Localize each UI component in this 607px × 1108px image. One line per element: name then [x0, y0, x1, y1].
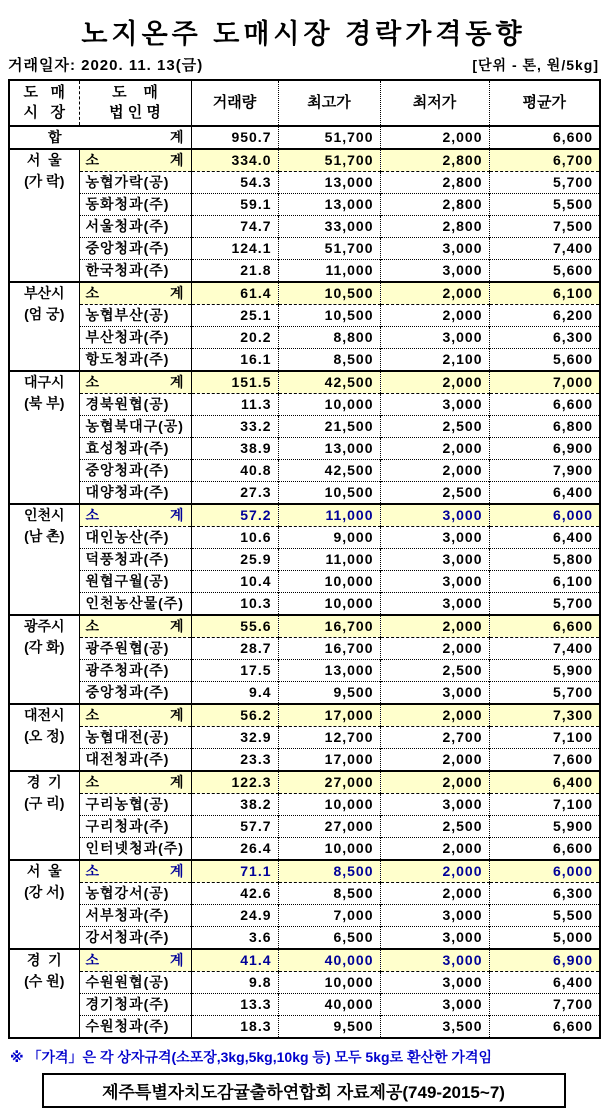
row-avg: 6,600 — [489, 838, 600, 861]
row-volume: 9.8 — [191, 972, 278, 994]
row-low: 2,000 — [380, 460, 489, 482]
corporation-row — [9, 838, 600, 861]
subtotal-avg: 6,100 — [489, 282, 600, 305]
subtotal-volume: 61.4 — [191, 282, 278, 305]
subtotal-row — [9, 615, 600, 638]
header-volume: 거래량 — [191, 80, 278, 126]
row-avg: 7,900 — [489, 460, 600, 482]
subtotal-row — [9, 504, 600, 527]
corporation-name: 서울청과(주) — [79, 216, 191, 238]
corporation-name: 효성청과(주) — [79, 438, 191, 460]
corporation-name: 구리청과(주) — [79, 816, 191, 838]
row-volume: 23.3 — [191, 749, 278, 772]
row-volume: 59.1 — [191, 194, 278, 216]
corporation-name: 농협부산(공) — [79, 305, 191, 327]
subtotal-label: 소 계 — [79, 371, 191, 394]
row-low: 3,000 — [380, 571, 489, 593]
row-avg: 6,400 — [552, 529, 593, 545]
corporation-row — [9, 1016, 600, 1039]
meta-row — [8, 54, 599, 75]
subtotal-volume: 122.3 — [191, 771, 278, 794]
row-high: 11,000 — [278, 260, 380, 283]
row-low: 2,800 — [380, 194, 489, 216]
row-avg: 6,900 — [489, 438, 600, 460]
row-volume: 13.3 — [191, 994, 278, 1016]
corporation-name: 광주원협(공) — [79, 638, 191, 660]
header-avg: 평균가 — [489, 80, 600, 126]
corporation-row — [9, 905, 600, 927]
row-high: 33,000 — [278, 216, 380, 238]
row-low: 2,000 — [380, 749, 489, 772]
subtotal-low: 2,000 — [380, 615, 489, 638]
corporation-row — [9, 794, 600, 816]
corporation-row — [9, 460, 600, 482]
header-market: 도 매 시 장 — [9, 80, 79, 126]
row-high: 13,000 — [278, 660, 380, 682]
row-low: 2,700 — [380, 727, 489, 749]
row-volume: 33.2 — [191, 416, 278, 438]
page-title: 노지온주 도매시장 경락가격동향 — [81, 19, 526, 49]
row-avg: 5,700 — [489, 593, 600, 616]
corporation-row — [9, 682, 600, 705]
corporation-row — [9, 327, 600, 349]
row-avg: 5,500 — [489, 905, 600, 927]
row-avg: 7,100 — [552, 729, 593, 745]
price-table — [8, 79, 601, 1039]
subtotal-avg: 7,000 — [489, 371, 600, 394]
row-low: 3,000 — [380, 682, 489, 705]
row-avg: 6,300 — [552, 885, 593, 901]
row-avg: 7,400 — [489, 238, 600, 260]
subtotal-row — [9, 860, 600, 883]
row-high: 13,000 — [278, 172, 380, 194]
corporation-name: 대인농산(주) — [79, 527, 191, 549]
subtotal-low: 3,000 — [380, 949, 489, 972]
row-low: 3,000 — [380, 327, 489, 349]
corporation-name: 농협강서(공) — [79, 883, 191, 905]
row-volume: 40.8 — [191, 460, 278, 482]
subtotal-low: 2,000 — [380, 771, 489, 794]
market-name-cell: 경 기 (구 리) — [9, 771, 79, 860]
row-low: 2,800 — [380, 172, 489, 194]
row-high: 9,500 — [278, 682, 380, 705]
subtotal-high: 40,000 — [278, 949, 380, 972]
row-avg: 6,400 — [489, 482, 600, 505]
subtotal-high: 10,500 — [278, 282, 380, 305]
row-volume: 26.4 — [191, 838, 278, 861]
row-volume: 124.1 — [191, 238, 278, 260]
subtotal-avg: 6,000 — [489, 860, 600, 883]
row-low: 2,500 — [380, 660, 489, 682]
row-high: 8,500 — [278, 349, 380, 372]
subtotal-low: 2,800 — [380, 149, 489, 172]
row-high: 9,000 — [278, 527, 380, 549]
corporation-name: 중앙청과(주) — [79, 682, 191, 705]
corporation-row — [9, 527, 600, 549]
header-low: 최저가 — [380, 80, 489, 126]
table-header-row — [9, 80, 600, 126]
subtotal-high: 16,700 — [278, 615, 380, 638]
market-name-cell: 서 울 (강 서) — [9, 860, 79, 949]
market-name-cell: 인천시 (남 촌) — [9, 504, 79, 615]
corporation-row — [9, 727, 600, 749]
corporation-name: 부산청과(주) — [79, 327, 191, 349]
subtotal-volume: 57.2 — [191, 504, 278, 527]
row-high: 13,000 — [278, 194, 380, 216]
row-high: 8,500 — [278, 883, 380, 905]
unit-label: [단위 - 톤, 원/5kg] — [472, 57, 599, 73]
row-low: 3,500 — [380, 1016, 489, 1039]
subtotal-high: 8,500 — [278, 860, 380, 883]
row-avg: 6,300 — [489, 327, 600, 349]
row-avg: 6,200 — [552, 307, 593, 323]
row-high: 11,000 — [278, 549, 380, 571]
corporation-name: 경기청과(주) — [79, 994, 191, 1016]
corporation-row — [9, 394, 600, 416]
row-low: 2,800 — [380, 216, 489, 238]
subtotal-avg: 6,600 — [489, 615, 600, 638]
corporation-row — [9, 816, 600, 838]
market-name-cell: 부산시 (엄 궁) — [9, 282, 79, 371]
corporation-name: 항도청과(주) — [79, 349, 191, 372]
subtotal-label: 소 계 — [79, 860, 191, 883]
corporation-name: 중앙청과(주) — [79, 238, 191, 260]
row-avg: 6,600 — [489, 1016, 600, 1039]
corporation-row — [9, 994, 600, 1016]
subtotal-low: 2,000 — [380, 860, 489, 883]
row-low: 2,000 — [380, 838, 489, 861]
total-high: 51,700 — [278, 126, 380, 149]
corporation-name: 한국청과(주) — [79, 260, 191, 283]
row-avg: 5,000 — [489, 927, 600, 950]
row-high: 21,500 — [278, 416, 380, 438]
row-low: 2,500 — [380, 416, 489, 438]
corporation-row — [9, 927, 600, 950]
corporation-name: 동화청과(주) — [79, 194, 191, 216]
corporation-row — [9, 238, 600, 260]
row-volume: 21.8 — [191, 260, 278, 283]
row-low: 2,500 — [380, 816, 489, 838]
row-avg: 7,600 — [489, 749, 600, 772]
row-volume: 10.3 — [191, 593, 278, 616]
market-name-cell: 대전시 (오 정) — [9, 704, 79, 771]
subtotal-row — [9, 949, 600, 972]
total-label: 합 계 — [9, 126, 191, 149]
row-avg: 5,700 — [552, 174, 593, 190]
corporation-name: 경북원협(공) — [79, 394, 191, 416]
header-corp: 도 매 법 인 명 — [79, 80, 191, 126]
subtotal-high: 42,500 — [278, 371, 380, 394]
row-volume: 25.9 — [191, 549, 278, 571]
row-avg: 6,600 — [552, 396, 593, 412]
row-volume: 11.3 — [191, 394, 278, 416]
row-volume: 10.6 — [191, 527, 278, 549]
corporation-name: 강서청과(주) — [79, 927, 191, 950]
row-low: 3,000 — [380, 394, 489, 416]
row-volume: 25.1 — [191, 305, 278, 327]
row-volume: 38.2 — [191, 794, 278, 816]
row-volume: 57.7 — [191, 816, 278, 838]
subtotal-label: 소 계 — [79, 771, 191, 794]
row-low: 2,000 — [380, 883, 489, 905]
subtotal-low: 3,000 — [380, 504, 489, 527]
corporation-row — [9, 749, 600, 772]
corporation-name: 인터넷청과(주) — [79, 838, 191, 861]
total-avg: 6,600 — [489, 126, 600, 149]
row-high: 10,000 — [278, 593, 380, 616]
row-volume: 20.2 — [191, 327, 278, 349]
row-avg: 7,700 — [489, 994, 600, 1016]
row-high: 16,700 — [278, 638, 380, 660]
row-avg: 7,500 — [489, 216, 600, 238]
row-volume: 32.9 — [191, 727, 278, 749]
row-volume: 24.9 — [191, 905, 278, 927]
corporation-name: 중앙청과(주) — [79, 460, 191, 482]
corporation-name: 수원청과(주) — [79, 1016, 191, 1039]
corporation-row — [9, 349, 600, 372]
corporation-row — [9, 549, 600, 571]
corporation-row — [9, 305, 600, 327]
row-avg: 5,600 — [489, 260, 600, 283]
row-volume: 74.7 — [191, 216, 278, 238]
corporation-name: 대양청과(주) — [79, 482, 191, 505]
corporation-row — [9, 972, 600, 994]
row-low: 2,100 — [380, 349, 489, 372]
row-high: 27,000 — [278, 816, 380, 838]
price-footnote: ※ 「가격」은 각 상자규격(소포장,3kg,5kg,10kg 등) 모두 5kg로 환산한 가격임 — [10, 1049, 493, 1065]
row-high: 8,800 — [278, 327, 380, 349]
row-volume: 17.5 — [191, 660, 278, 682]
corporation-name: 덕풍청과(주) — [79, 549, 191, 571]
subtotal-high: 27,000 — [278, 771, 380, 794]
corporation-name: 원협구월(공) — [79, 571, 191, 593]
subtotal-label: 소 계 — [79, 615, 191, 638]
market-name-cell: 경 기 (수 원) — [9, 949, 79, 1038]
row-avg: 6,800 — [489, 416, 600, 438]
row-high: 10,000 — [278, 972, 380, 994]
subtotal-label: 소 계 — [79, 949, 191, 972]
subtotal-avg: 6,000 — [489, 504, 600, 527]
row-high: 10,000 — [278, 394, 380, 416]
corporation-row — [9, 216, 600, 238]
row-volume: 16.1 — [191, 349, 278, 372]
row-volume: 27.3 — [191, 482, 278, 505]
row-high: 10,500 — [278, 482, 380, 505]
corporation-name: 인천농산물(주) — [79, 593, 191, 616]
row-high: 10,000 — [278, 571, 380, 593]
corporation-name: 구리농협(공) — [79, 794, 191, 816]
row-low: 3,000 — [380, 905, 489, 927]
subtotal-label: 소 계 — [79, 504, 191, 527]
row-high: 12,700 — [278, 727, 380, 749]
source-box: 제주특별자치도감귤출하연합회 자료제공(749-2015~7) — [42, 1073, 566, 1108]
total-low: 2,000 — [380, 126, 489, 149]
corporation-name: 광주청과(주) — [79, 660, 191, 682]
corporation-row — [9, 638, 600, 660]
row-volume: 18.3 — [191, 1016, 278, 1039]
row-low: 3,000 — [380, 260, 489, 283]
corporation-name: 수원원협(공) — [79, 972, 191, 994]
row-high: 9,500 — [278, 1016, 380, 1039]
subtotal-label: 소 계 — [79, 704, 191, 727]
corporation-row — [9, 593, 600, 616]
total-volume: 950.7 — [191, 126, 278, 149]
row-high: 13,000 — [278, 438, 380, 460]
row-volume: 54.3 — [191, 172, 278, 194]
subtotal-low: 2,000 — [380, 282, 489, 305]
market-name-cell: 서 울 (가 락) — [9, 149, 79, 282]
subtotal-label: 소 계 — [79, 282, 191, 305]
row-low: 2,000 — [380, 438, 489, 460]
subtotal-avg: 6,700 — [489, 149, 600, 172]
row-high: 51,700 — [278, 238, 380, 260]
row-high: 10,000 — [278, 838, 380, 861]
subtotal-high: 17,000 — [278, 704, 380, 727]
row-low: 2,000 — [380, 638, 489, 660]
corporation-row — [9, 660, 600, 682]
row-low: 3,000 — [380, 794, 489, 816]
subtotal-volume: 71.1 — [191, 860, 278, 883]
subtotal-volume: 56.2 — [191, 704, 278, 727]
subtotal-high: 11,000 — [278, 504, 380, 527]
row-avg: 7,100 — [552, 796, 593, 812]
subtotal-label: 소 계 — [79, 149, 191, 172]
row-low: 3,000 — [380, 238, 489, 260]
corporation-row — [9, 416, 600, 438]
corporation-name: 서부청과(주) — [79, 905, 191, 927]
row-high: 7,000 — [278, 905, 380, 927]
corporation-row — [9, 194, 600, 216]
subtotal-row — [9, 149, 600, 172]
row-volume: 9.4 — [191, 682, 278, 705]
subtotal-row — [9, 371, 600, 394]
corporation-row — [9, 438, 600, 460]
subtotal-avg: 7,300 — [489, 704, 600, 727]
row-avg: 7,400 — [552, 640, 593, 656]
row-volume: 3.6 — [191, 927, 278, 950]
market-name-cell: 광주시 (각 화) — [9, 615, 79, 704]
row-avg: 5,700 — [489, 682, 600, 705]
row-volume: 42.6 — [191, 883, 278, 905]
subtotal-row — [9, 771, 600, 794]
trade-date-label: 거래일자: 2020. 11. 13(금) — [8, 57, 204, 74]
row-avg: 5,500 — [489, 194, 600, 216]
market-name-cell: 대구시 (북 부) — [9, 371, 79, 504]
corporation-row — [9, 172, 600, 194]
grand-total-row — [9, 126, 600, 149]
subtotal-avg: 6,400 — [489, 771, 600, 794]
subtotal-low: 2,000 — [380, 704, 489, 727]
row-high: 10,500 — [278, 305, 380, 327]
row-high: 10,000 — [278, 794, 380, 816]
corporation-row — [9, 260, 600, 283]
subtotal-row — [9, 282, 600, 305]
subtotal-volume: 334.0 — [191, 149, 278, 172]
subtotal-high: 51,700 — [278, 149, 380, 172]
row-low: 2,000 — [380, 305, 489, 327]
subtotal-avg: 6,900 — [489, 949, 600, 972]
row-avg: 5,600 — [489, 349, 600, 372]
corporation-name: 농협북대구(공) — [79, 416, 191, 438]
row-volume: 28.7 — [191, 638, 278, 660]
subtotal-volume: 55.6 — [191, 615, 278, 638]
row-avg: 5,900 — [489, 660, 600, 682]
row-low: 3,000 — [380, 549, 489, 571]
corporation-row — [9, 482, 600, 505]
row-high: 40,000 — [278, 994, 380, 1016]
corporation-row — [9, 883, 600, 905]
row-low: 2,500 — [380, 482, 489, 505]
row-high: 42,500 — [278, 460, 380, 482]
row-low: 3,000 — [380, 593, 489, 616]
subtotal-low: 2,000 — [380, 371, 489, 394]
row-high: 6,500 — [278, 927, 380, 950]
row-volume: 38.9 — [191, 438, 278, 460]
row-volume: 10.4 — [191, 571, 278, 593]
row-low: 3,000 — [380, 927, 489, 950]
subtotal-row — [9, 704, 600, 727]
header-high: 최고가 — [278, 80, 380, 126]
corporation-name: 농협대전(공) — [79, 727, 191, 749]
corporation-name: 농협가락(공) — [79, 172, 191, 194]
row-low: 3,000 — [380, 972, 489, 994]
row-avg: 6,400 — [552, 974, 593, 990]
row-low: 3,000 — [380, 527, 489, 549]
subtotal-volume: 151.5 — [191, 371, 278, 394]
subtotal-volume: 41.4 — [191, 949, 278, 972]
row-avg: 5,900 — [489, 816, 600, 838]
corporation-name: 대전청과(주) — [79, 749, 191, 772]
row-high: 17,000 — [278, 749, 380, 772]
corporation-row — [9, 571, 600, 593]
row-low: 3,000 — [380, 994, 489, 1016]
row-avg: 5,800 — [489, 549, 600, 571]
row-avg: 6,100 — [489, 571, 600, 593]
